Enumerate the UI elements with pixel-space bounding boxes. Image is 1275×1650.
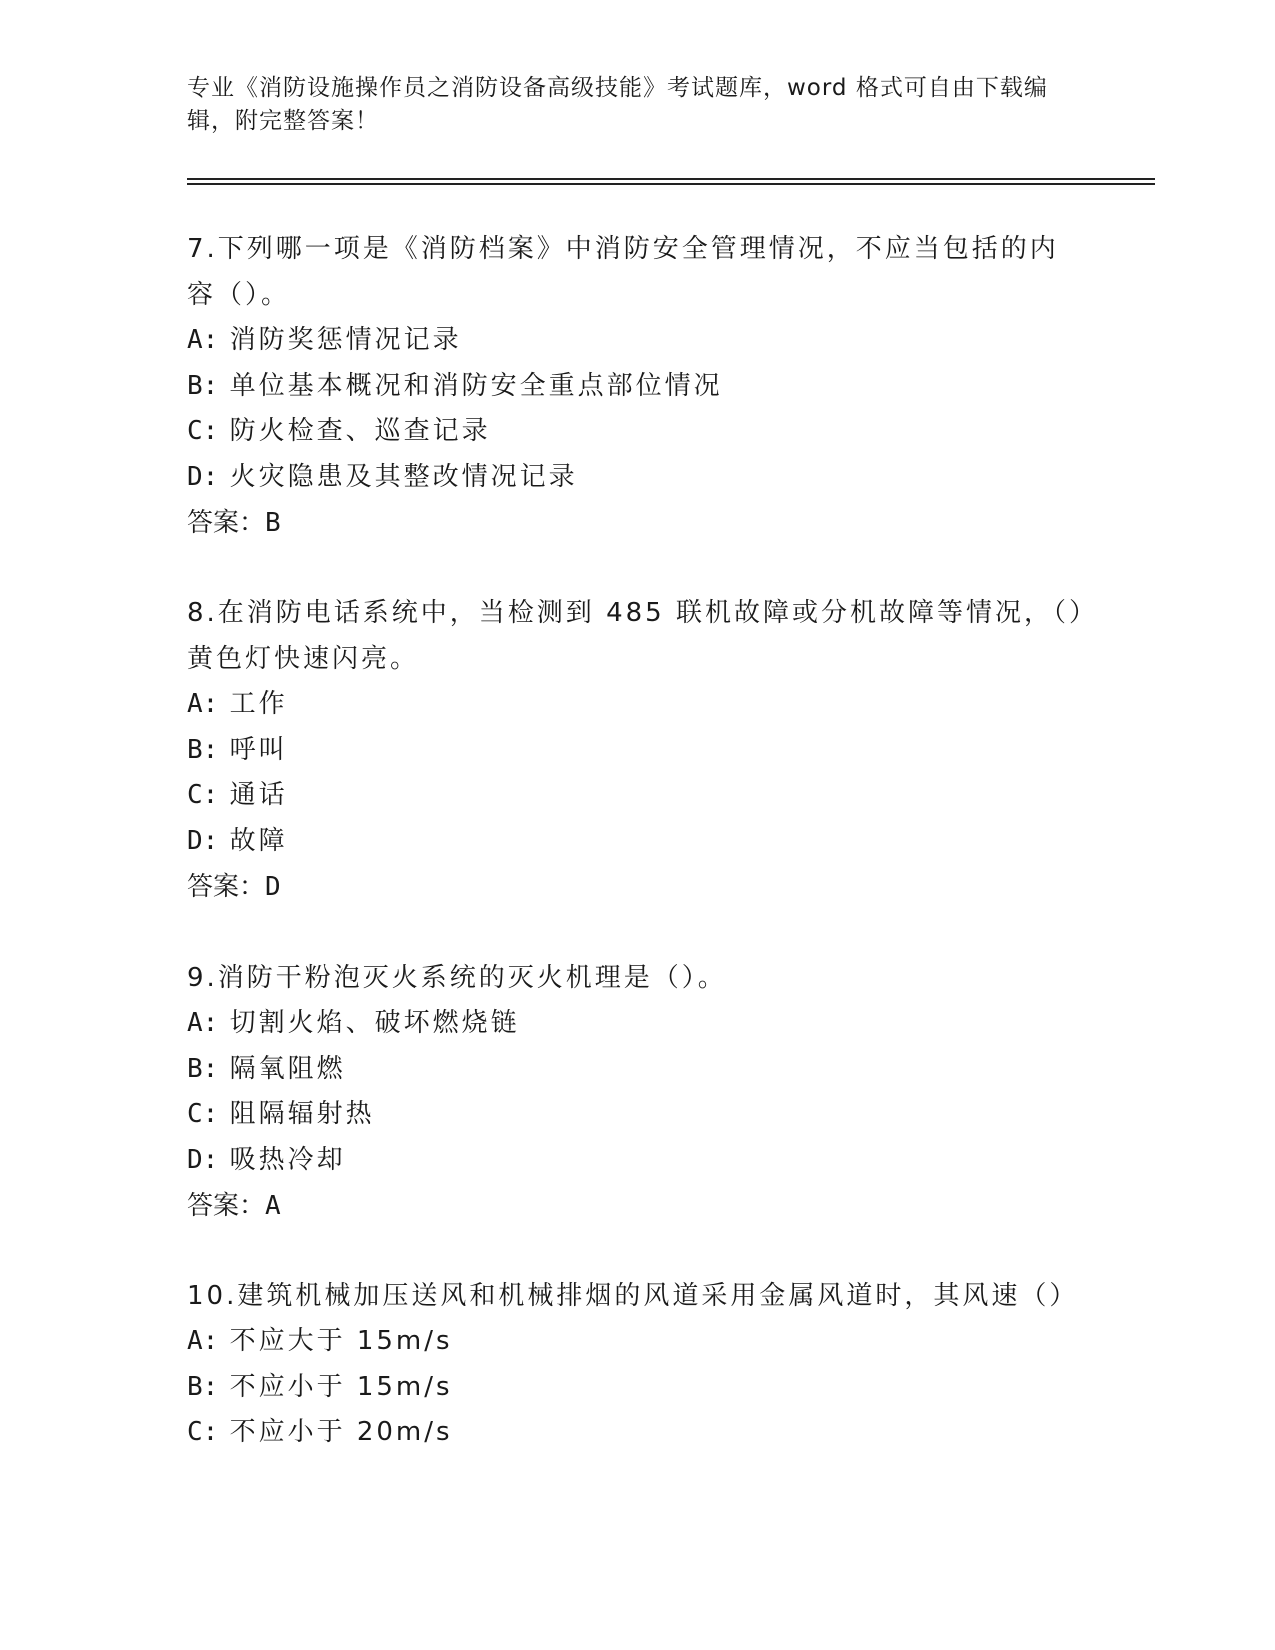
answer-value: A bbox=[265, 1191, 281, 1222]
option-key: C: bbox=[187, 780, 219, 811]
option-key: A: bbox=[187, 689, 219, 719]
option-text: 通话 bbox=[229, 780, 288, 811]
option-text: 故障 bbox=[229, 825, 288, 856]
option-text: 吸热冷却 bbox=[229, 1144, 346, 1175]
answer-label: 答案： bbox=[187, 1191, 266, 1222]
option-d bbox=[187, 1138, 1087, 1184]
question-stem: 7.下列哪一项是《消防档案》中消防安全管理情况，不应当包括的内容（）。 bbox=[187, 234, 1059, 310]
option-text: 不应小于 15m/s bbox=[229, 1371, 453, 1402]
option-a bbox=[187, 1319, 1087, 1365]
header-divider-bottom bbox=[187, 183, 1155, 185]
option-text: 防火检查、巡查记录 bbox=[229, 416, 491, 447]
question-stem: 8.在消防电话系统中，当检测到 485 联机故障或分机故障等情况，（）黄色灯快速闪亮。 bbox=[187, 598, 1085, 674]
question-stem: 9.消防干粉泡灭火系统的灭火机理是（）。 bbox=[187, 963, 727, 993]
question-9 bbox=[187, 955, 1087, 1229]
option-b bbox=[187, 1365, 1087, 1411]
option-key: D: bbox=[187, 461, 219, 492]
question-7 bbox=[187, 226, 1087, 546]
option-b bbox=[187, 1047, 1087, 1093]
answer-value: D bbox=[265, 872, 281, 903]
option-text: 阻隔辐射热 bbox=[229, 1099, 375, 1130]
option-text: 隔氧阻燃 bbox=[229, 1053, 346, 1084]
option-key: A: bbox=[187, 1326, 219, 1356]
option-key: C: bbox=[187, 1099, 219, 1130]
option-b bbox=[187, 364, 1087, 410]
option-key: A: bbox=[187, 1008, 219, 1038]
option-key: D: bbox=[187, 825, 219, 856]
question-10 bbox=[187, 1273, 1087, 1456]
option-d bbox=[187, 819, 1087, 865]
option-c bbox=[187, 773, 1087, 819]
option-key: B: bbox=[187, 1053, 219, 1084]
option-c bbox=[187, 1092, 1087, 1138]
option-text: 呼叫 bbox=[229, 734, 288, 765]
answer-label: 答案： bbox=[187, 508, 266, 539]
option-text: 切割火焰、破坏燃烧链 bbox=[229, 1008, 520, 1038]
document-header: 专业《消防设施操作员之消防设备高级技能》考试题库，word 格式可自由下载编辑，附完整答案！ bbox=[187, 75, 1048, 134]
option-text: 火灾隐患及其整改情况记录 bbox=[229, 461, 578, 492]
header-divider-top bbox=[187, 178, 1155, 180]
question-8 bbox=[187, 590, 1087, 910]
answer bbox=[187, 864, 1087, 910]
option-key: C: bbox=[187, 416, 219, 447]
answer-value: B bbox=[265, 508, 281, 539]
option-key: B: bbox=[187, 1371, 219, 1402]
option-text: 不应大于 15m/s bbox=[229, 1326, 453, 1356]
answer bbox=[187, 500, 1087, 546]
option-text: 消防奖惩情况记录 bbox=[229, 325, 462, 355]
answer-label: 答案： bbox=[187, 872, 266, 903]
option-text: 不应小于 20m/s bbox=[229, 1417, 453, 1448]
option-text: 工作 bbox=[229, 689, 288, 719]
option-key: D: bbox=[187, 1144, 219, 1175]
option-a bbox=[187, 682, 1087, 728]
option-key: B: bbox=[187, 370, 219, 401]
option-d bbox=[187, 455, 1087, 501]
option-a bbox=[187, 318, 1087, 364]
option-key: B: bbox=[187, 734, 219, 765]
answer bbox=[187, 1183, 1087, 1229]
option-a bbox=[187, 1001, 1087, 1047]
option-c bbox=[187, 409, 1087, 455]
option-key: A: bbox=[187, 325, 219, 355]
question-stem: 10.建筑机械加压送风和机械排烟的风道采用金属风道时，其风速（） bbox=[187, 1281, 1079, 1311]
option-c bbox=[187, 1410, 1087, 1456]
option-key: C: bbox=[187, 1417, 219, 1448]
option-text: 单位基本概况和消防安全重点部位情况 bbox=[229, 370, 723, 401]
option-b bbox=[187, 728, 1087, 774]
